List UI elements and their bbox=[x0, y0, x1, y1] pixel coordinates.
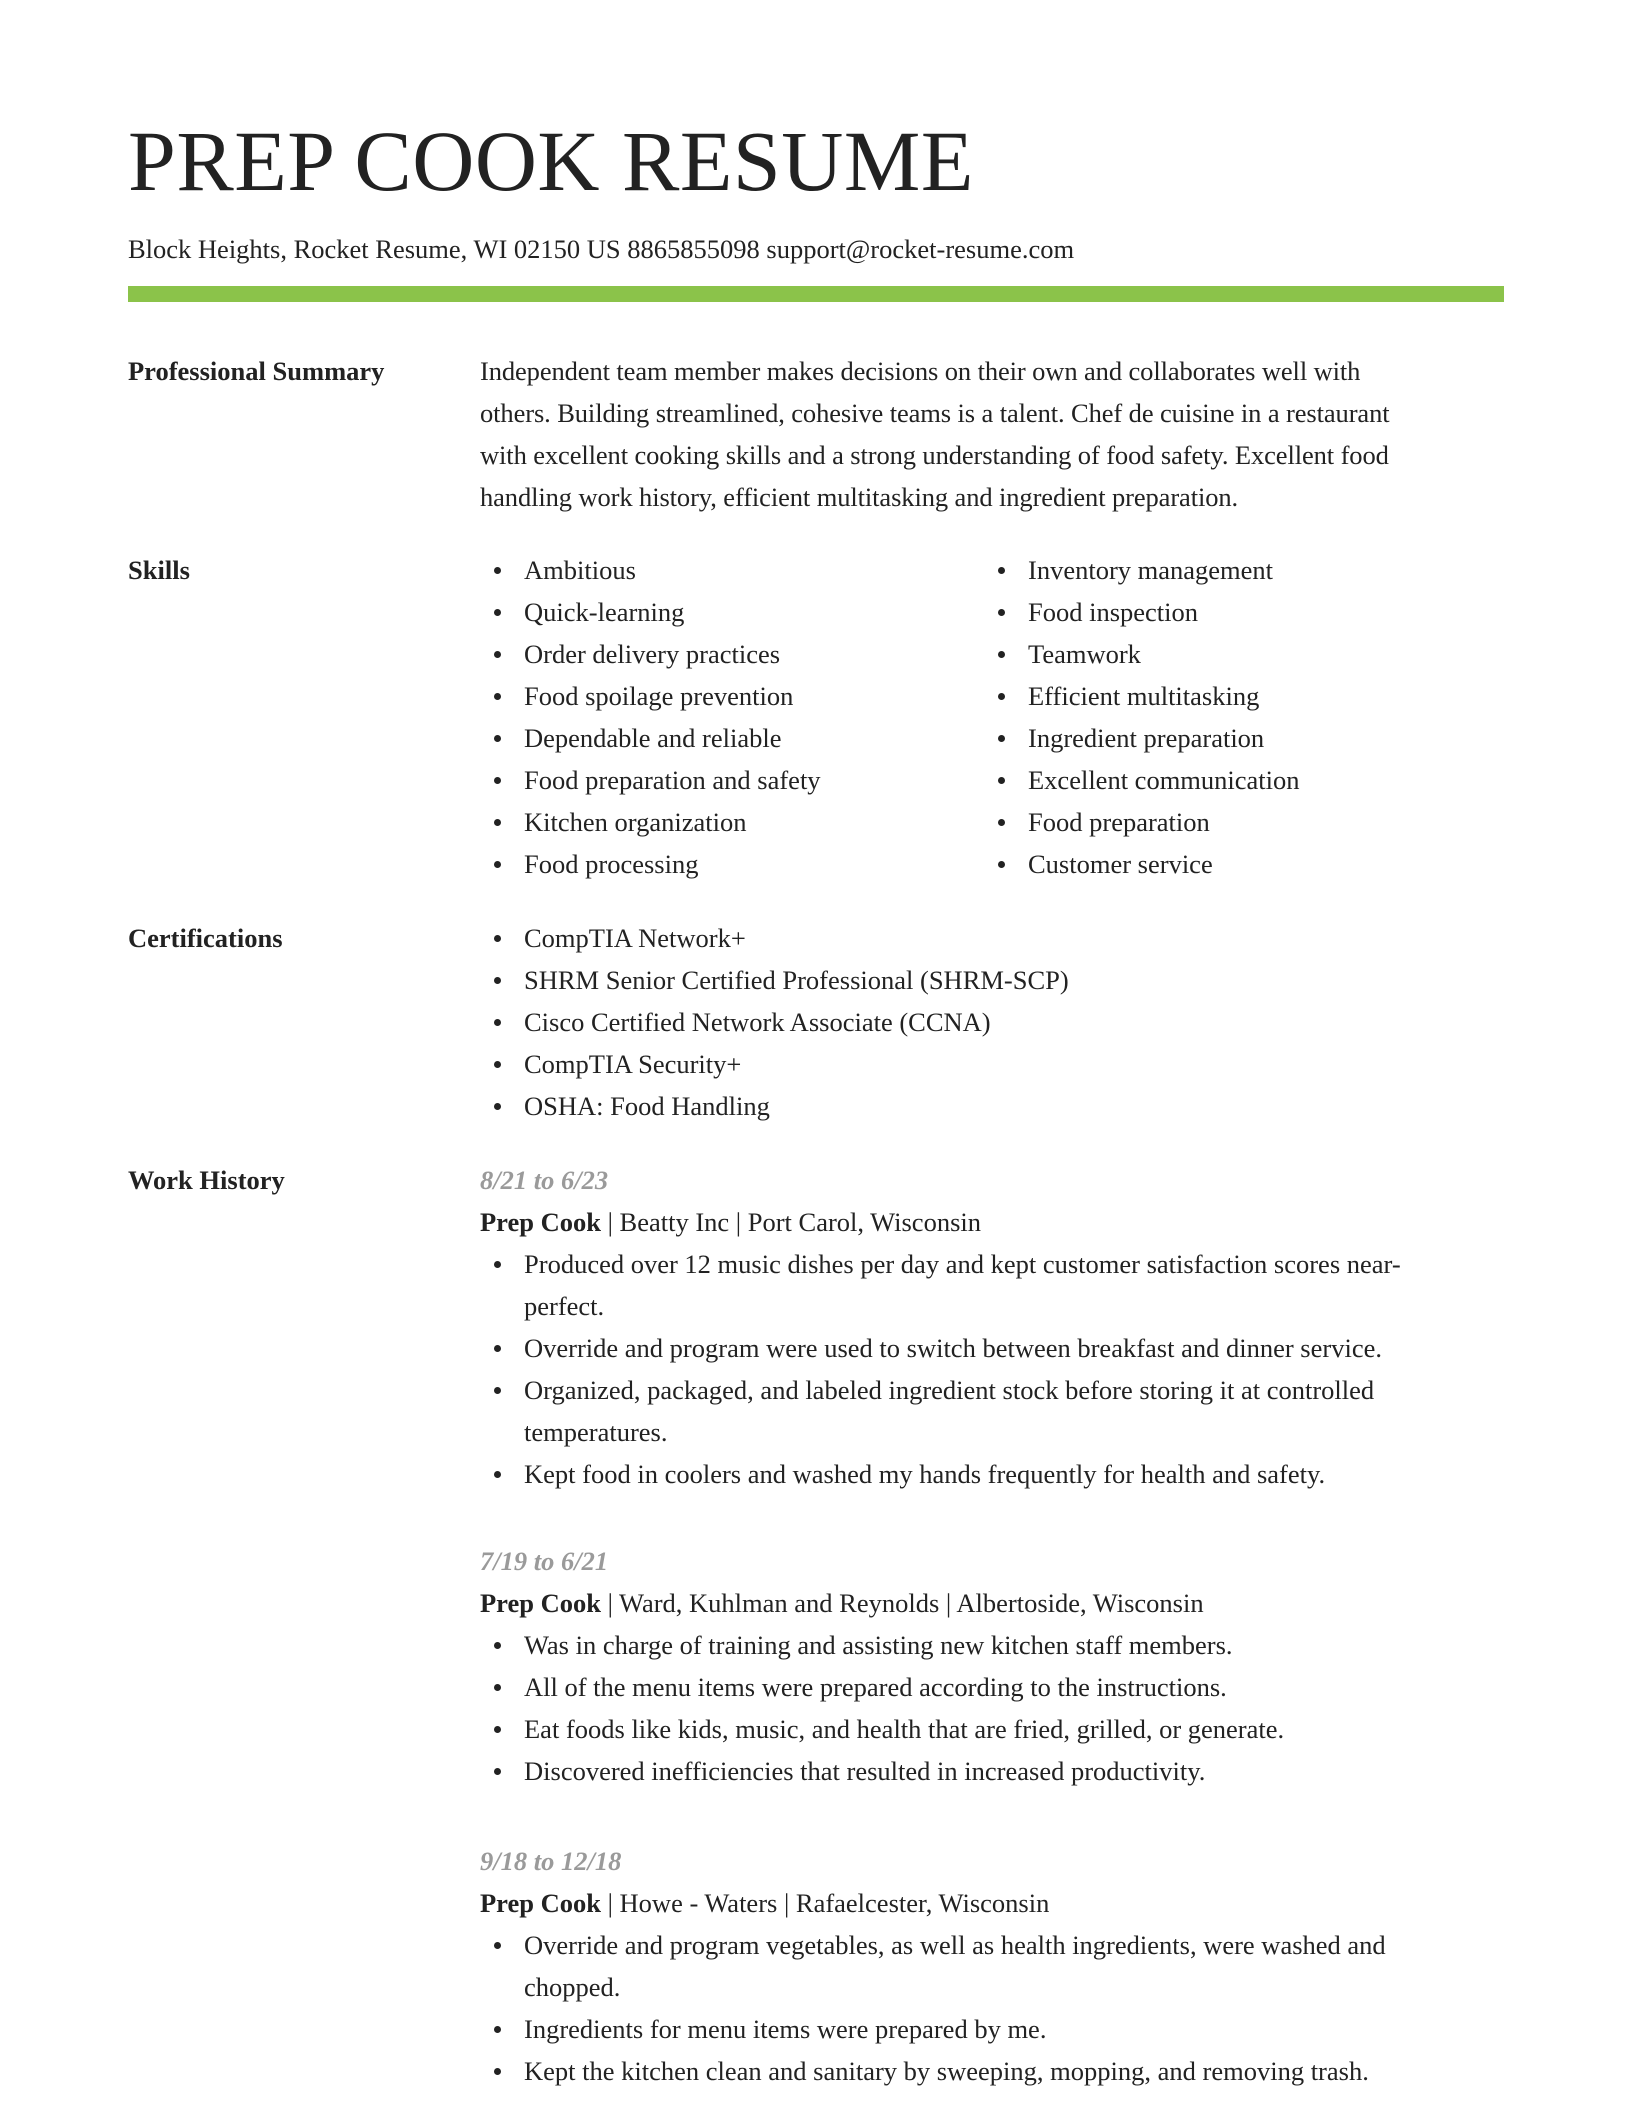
work-history-heading: Work History bbox=[128, 1165, 285, 1195]
job-duty bbox=[480, 1243, 1504, 1327]
job-duty-line: Kept food in coolers and washed my hands frequently for health and safety. bbox=[524, 1459, 1326, 1489]
skills-heading: Skills bbox=[128, 555, 190, 585]
summary-line: others. Building streamlined, cohesive teams is a talent. Chef de cuisine in a restaurant bbox=[480, 398, 1390, 428]
contact-line: Block Heights, Rocket Resume, WI 02150 US 8865855098 support@rocket-resume.com bbox=[128, 234, 1075, 264]
summary-body bbox=[480, 350, 1504, 518]
job-date: 7/19 to 6/21 bbox=[480, 1546, 609, 1576]
job-duty bbox=[480, 1369, 1504, 1453]
certification-item: CompTIA Network+ bbox=[480, 917, 1504, 959]
job-date: 9/18 to 12/18 bbox=[480, 1846, 622, 1876]
job-entry bbox=[480, 1840, 1504, 2092]
job-details: | Ward, Kuhlman and Reynolds | Albertoside, Wisconsin bbox=[600, 1588, 1204, 1618]
job-heading bbox=[480, 1201, 1504, 1243]
certification-item: CompTIA Security+ bbox=[480, 1043, 1504, 1085]
certifications-body bbox=[480, 917, 1504, 1127]
summary-heading: Professional Summary bbox=[128, 356, 385, 386]
certifications-heading: Certifications bbox=[128, 923, 283, 953]
job-duty-line: chopped. bbox=[524, 1972, 621, 2002]
accent-divider bbox=[128, 286, 1504, 302]
job-duty bbox=[480, 1453, 1504, 1495]
job-duty bbox=[480, 1327, 1504, 1369]
job-duty-line: perfect. bbox=[524, 1291, 605, 1321]
job-duty bbox=[480, 1708, 1504, 1750]
job-duty-line: Kept the kitchen clean and sanitary by sweeping, mopping, and removing trash. bbox=[524, 2056, 1369, 2086]
skill-item: Food preparation and safety bbox=[480, 759, 980, 801]
summary-line: handling work history, efficient multitasking and ingredient preparation. bbox=[480, 482, 1239, 512]
job-date: 8/21 to 6/23 bbox=[480, 1165, 609, 1195]
skill-item: Dependable and reliable bbox=[480, 717, 980, 759]
job-entry bbox=[480, 1159, 1504, 1495]
skill-item: Ambitious bbox=[480, 549, 980, 591]
job-title: Prep Cook bbox=[480, 1888, 601, 1918]
job-duty-line: Ingredients for menu items were prepared by me. bbox=[524, 2014, 1047, 2044]
job-duties bbox=[480, 1624, 1504, 1792]
job-duty bbox=[480, 1624, 1504, 1666]
job-duty-line: Organized, packaged, and labeled ingredient stock before storing it at controlled bbox=[524, 1375, 1375, 1405]
job-heading bbox=[480, 1882, 1504, 1924]
job-duty-line: Override and program vegetables, as well as health ingredients, were washed and bbox=[524, 1930, 1386, 1960]
job-details: | Beatty Inc | Port Carol, Wisconsin bbox=[600, 1207, 981, 1237]
job-title: Prep Cook bbox=[480, 1207, 601, 1237]
job-duty-line: Override and program were used to switch between breakfast and dinner service. bbox=[524, 1333, 1382, 1363]
skill-item: Food spoilage prevention bbox=[480, 675, 980, 717]
job-duty-line: temperatures. bbox=[524, 1417, 668, 1447]
job-duty-line: Eat foods like kids, music, and health that are fried, grilled, or generate. bbox=[524, 1714, 1285, 1744]
summary-line: Independent team member makes decisions on their own and collaborates well with bbox=[480, 356, 1361, 386]
skill-item: Kitchen organization bbox=[480, 801, 980, 843]
job-title: Prep Cook bbox=[480, 1588, 601, 1618]
job-duty-line: Was in charge of training and assisting new kitchen staff members. bbox=[524, 1630, 1233, 1660]
job-duty bbox=[480, 2050, 1504, 2092]
job-duty bbox=[480, 1750, 1504, 1792]
certification-item: Cisco Certified Network Associate (CCNA) bbox=[480, 1001, 1504, 1043]
skill-item: Customer service bbox=[984, 843, 1484, 885]
job-duty bbox=[480, 2008, 1504, 2050]
job-duty bbox=[480, 1666, 1504, 1708]
skill-item: Order delivery practices bbox=[480, 633, 980, 675]
resume-title: PREP COOK RESUME bbox=[128, 113, 974, 209]
skill-item: Teamwork bbox=[984, 633, 1484, 675]
skill-item: Food processing bbox=[480, 843, 980, 885]
certifications-list bbox=[480, 917, 1504, 1127]
summary-line: with excellent cooking skills and a strong understanding of food safety. Excellent food bbox=[480, 440, 1389, 470]
skill-item: Efficient multitasking bbox=[984, 675, 1484, 717]
skill-item: Excellent communication bbox=[984, 759, 1484, 801]
job-duty bbox=[480, 1924, 1504, 2008]
certification-item: OSHA: Food Handling bbox=[480, 1085, 1504, 1127]
skills-list-right bbox=[984, 549, 1484, 885]
skill-item: Food inspection bbox=[984, 591, 1484, 633]
skill-item: Ingredient preparation bbox=[984, 717, 1484, 759]
job-heading bbox=[480, 1582, 1504, 1624]
certification-item: SHRM Senior Certified Professional (SHRM-SCP) bbox=[480, 959, 1504, 1001]
job-duties bbox=[480, 1924, 1504, 2092]
job-duty-line: Produced over 12 music dishes per day and kept customer satisfaction scores near- bbox=[524, 1249, 1401, 1279]
job-duties bbox=[480, 1243, 1504, 1495]
skill-item: Inventory management bbox=[984, 549, 1484, 591]
skill-item: Quick-learning bbox=[480, 591, 980, 633]
job-details: | Howe - Waters | Rafaelcester, Wisconsin bbox=[600, 1888, 1050, 1918]
job-duty-line: All of the menu items were prepared according to the instructions. bbox=[524, 1672, 1227, 1702]
job-entry bbox=[480, 1540, 1504, 1792]
job-duty-line: Discovered inefficiencies that resulted in increased productivity. bbox=[524, 1756, 1206, 1786]
skill-item: Food preparation bbox=[984, 801, 1484, 843]
skills-list-left bbox=[480, 549, 980, 885]
